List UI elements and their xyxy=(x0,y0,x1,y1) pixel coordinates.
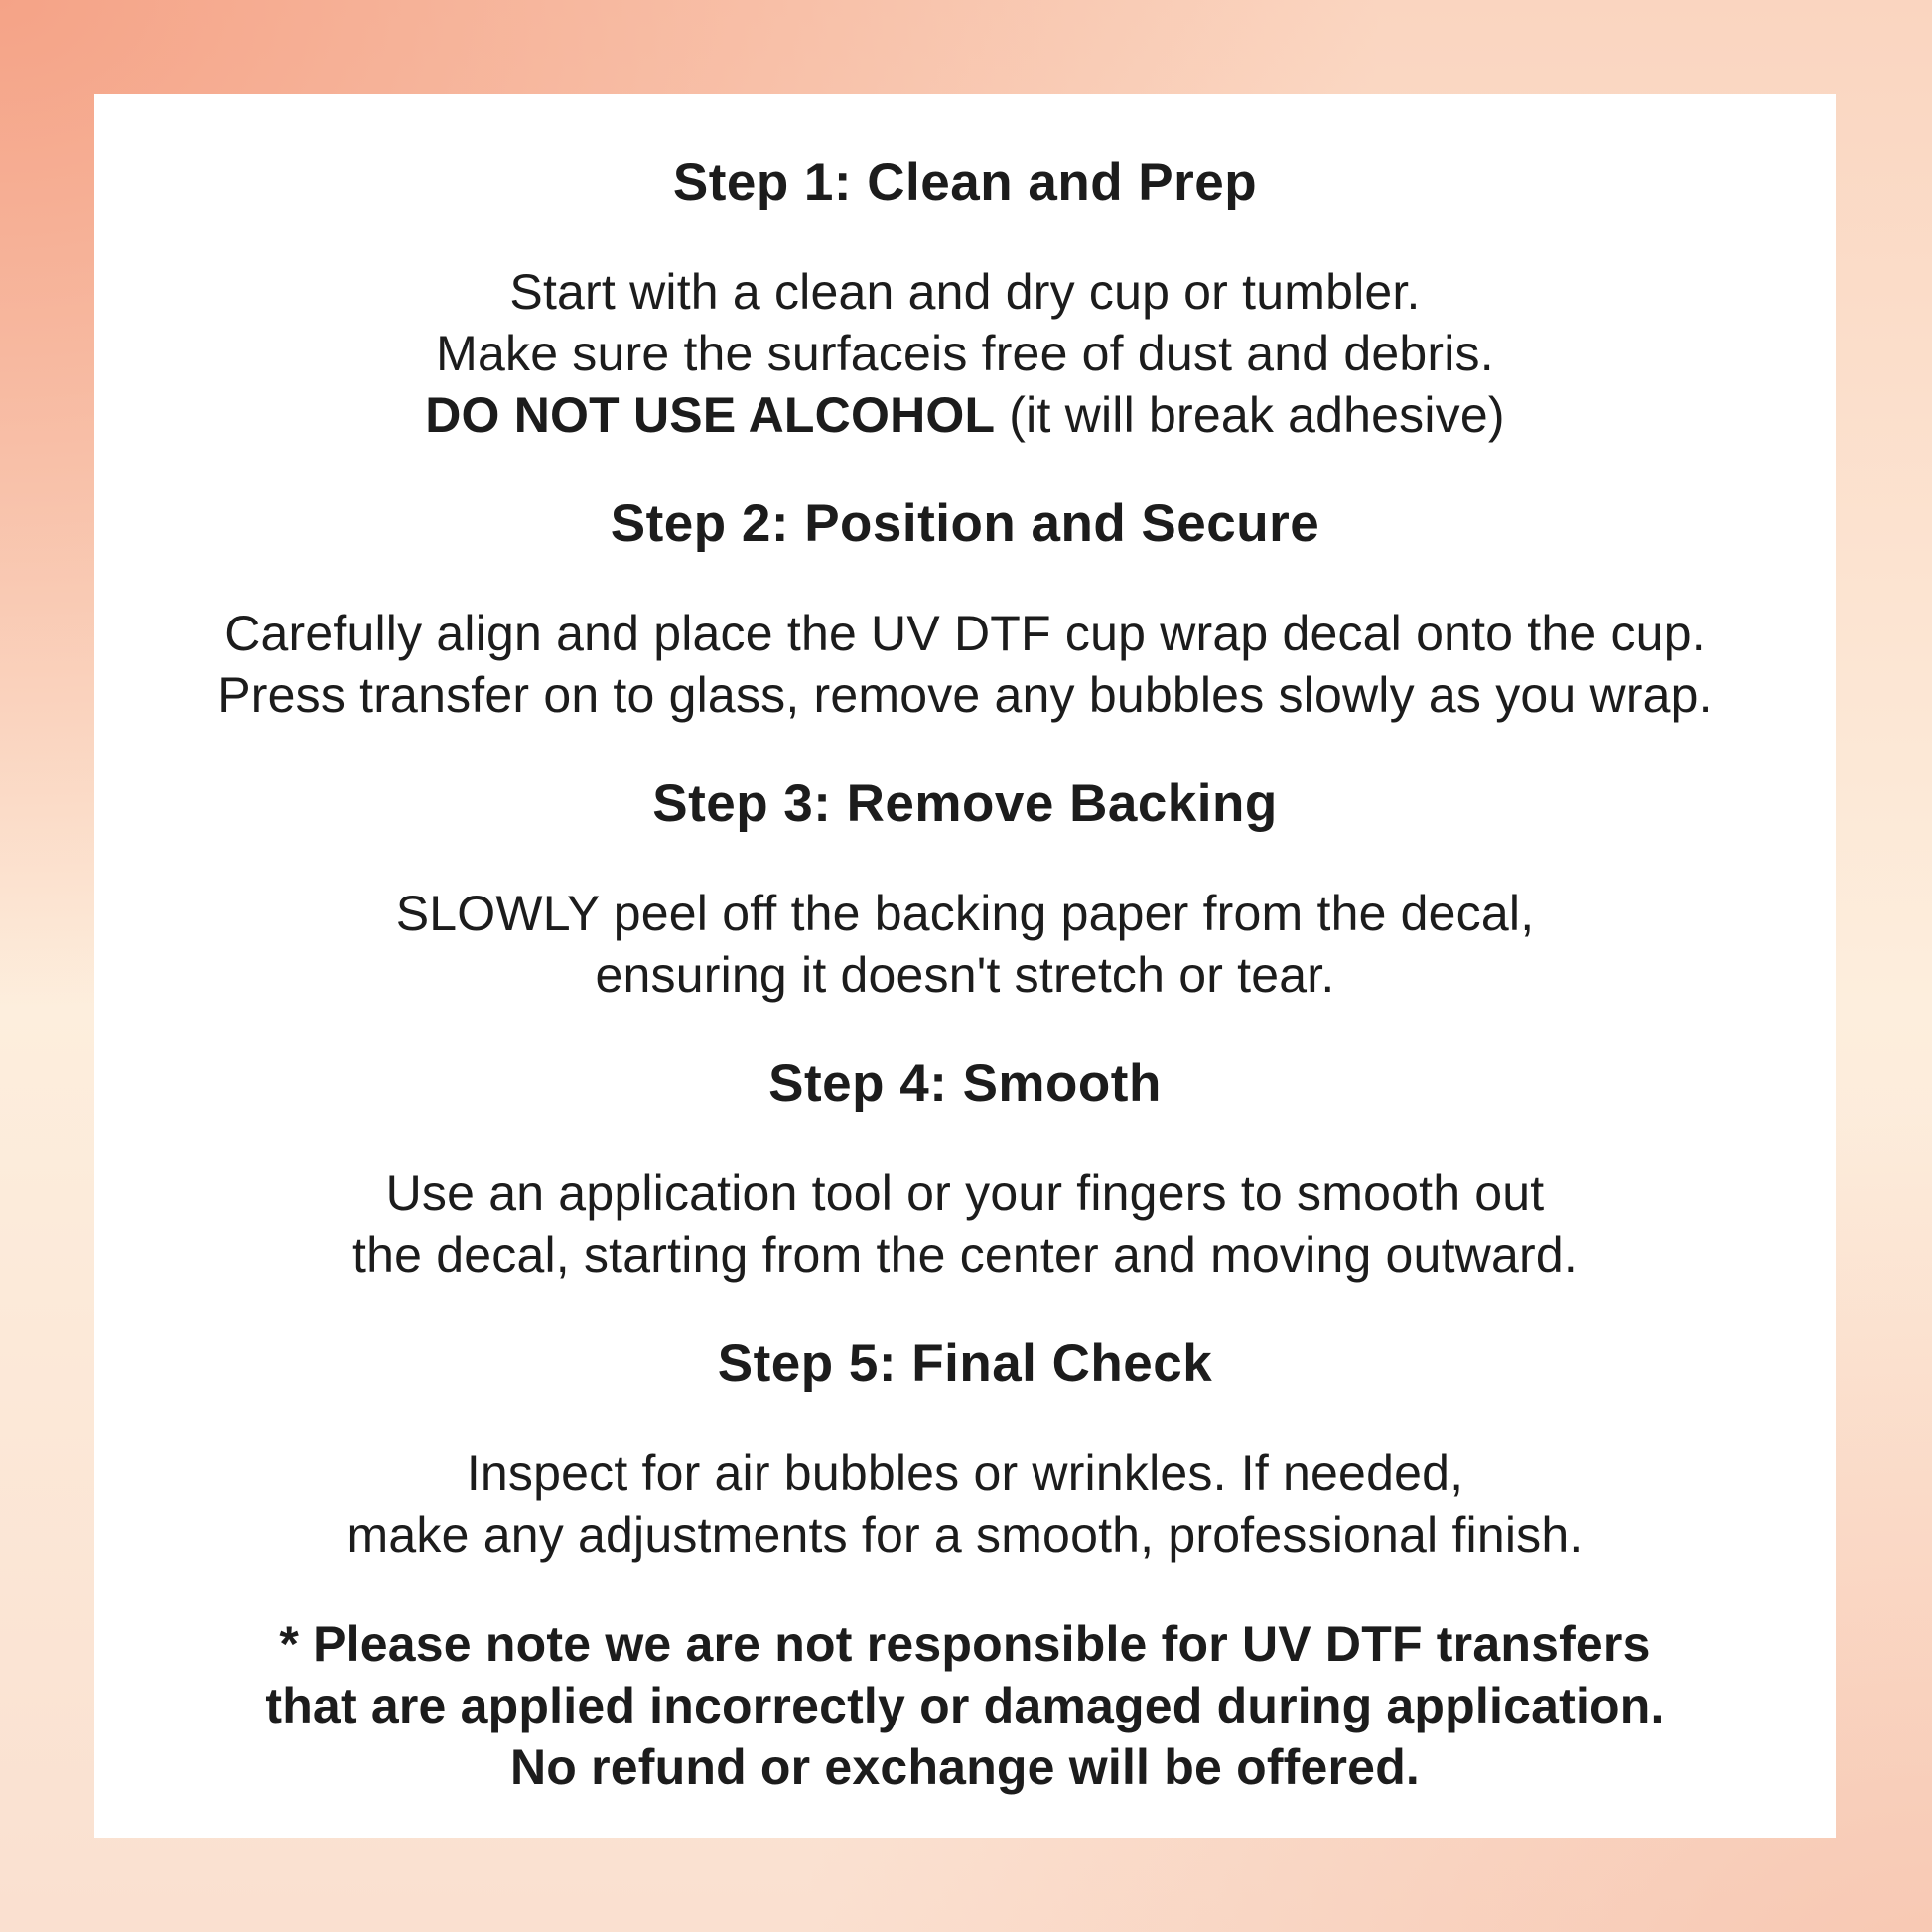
step-1-line-1: Start with a clean and dry cup or tumbler. xyxy=(509,264,1421,320)
step-2-line-2: Press transfer on to glass, remove any bubbles slowly as you wrap. xyxy=(217,667,1713,723)
step-3-section xyxy=(130,773,1800,1006)
step-3-line-1: SLOWLY peel off the backing paper from the decal, xyxy=(395,886,1535,941)
step-1-line-2: Make sure the surfaceis free of dust and debris. xyxy=(436,326,1494,381)
step-4-section xyxy=(130,1053,1800,1286)
step-4-line-2: the decal, starting from the center and moving outward. xyxy=(352,1227,1578,1283)
step-2-title: Step 2: Position and Secure xyxy=(610,494,1320,553)
disclaimer-line-2: that are applied incorrectly or damaged during application. xyxy=(265,1678,1665,1733)
step-5-title: Step 5: Final Check xyxy=(717,1334,1213,1393)
step-4-body xyxy=(130,1163,1800,1286)
step-2-body xyxy=(130,603,1800,726)
step-2-section xyxy=(130,493,1800,726)
disclaimer-note xyxy=(130,1613,1800,1798)
step-1-title: Step 1: Clean and Prep xyxy=(672,153,1258,211)
disclaimer-line-1: * Please note we are not responsible for UV DTF transfers xyxy=(279,1616,1651,1672)
step-1-line-3-warning: DO NOT USE ALCOHOL xyxy=(425,387,996,443)
step-3-title: Step 3: Remove Backing xyxy=(652,774,1278,833)
step-3-line-2: ensuring it doesn't stretch or tear. xyxy=(595,947,1335,1003)
step-1-body xyxy=(130,261,1800,446)
step-4-title: Step 4: Smooth xyxy=(768,1054,1162,1113)
step-5-section xyxy=(130,1333,1800,1566)
disclaimer-line-3: No refund or exchange will be offered. xyxy=(509,1739,1421,1795)
step-4-line-1: Use an application tool or your fingers to smooth out xyxy=(385,1166,1545,1221)
step-3-body xyxy=(130,883,1800,1006)
step-1-line-3-note: (it will break adhesive) xyxy=(995,387,1505,443)
step-5-line-2: make any adjustments for a smooth, professional finish. xyxy=(346,1507,1584,1563)
step-2-line-1: Carefully align and place the UV DTF cup wrap decal onto the cup. xyxy=(224,606,1706,661)
step-5-line-1: Inspect for air bubbles or wrinkles. If needed, xyxy=(466,1446,1464,1501)
step-5-body xyxy=(130,1443,1800,1566)
instruction-card xyxy=(94,94,1836,1838)
step-1-section xyxy=(130,152,1800,446)
step-1-line-3 xyxy=(130,384,1800,446)
